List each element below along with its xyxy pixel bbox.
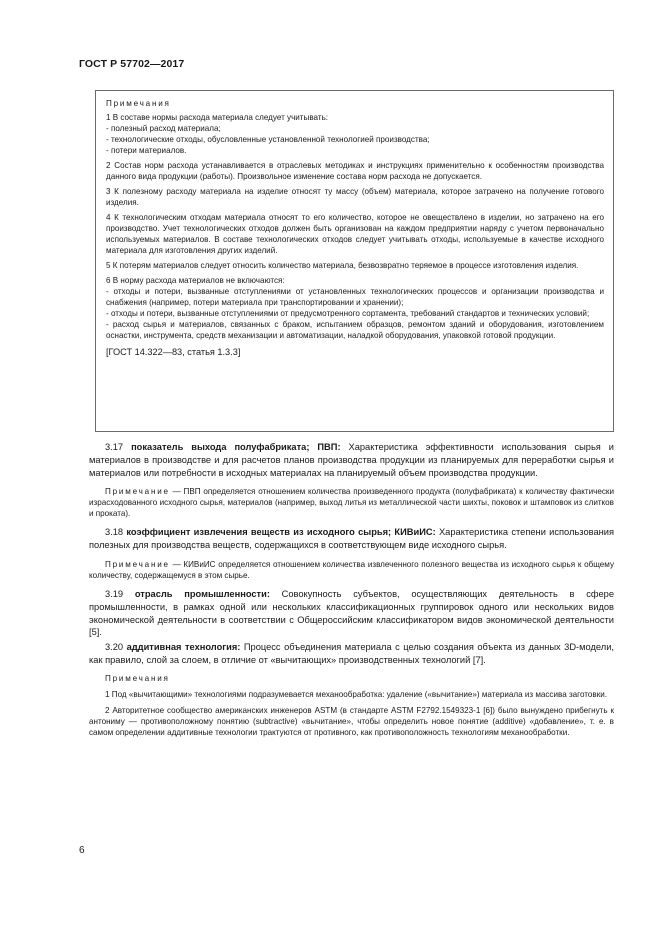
note-paragraph: - расход сырья и материалов, связанных с браком, испытанием образцов, ремонтом зданий и оборудования, изготовлением оснастки, инструмента, средств механизации и автоматизации, наладкой оборудования, упаковкой готовой продукции. bbox=[106, 320, 604, 340]
term-name: коэффициент извлечения веществ из исходного сырья; КИВиИС: bbox=[126, 527, 436, 538]
source-reference: [ГОСТ 14.322—83, статья 1.3.3] bbox=[106, 347, 241, 357]
term-name: показатель выхода полуфабриката; ПВП: bbox=[131, 442, 341, 452]
note-paragraph: - отходы и потери, вызванные отступлениями от установленных технологических процессов и организации производства и снабжения (например, потери материала при транспортировании и хранении); bbox=[106, 287, 604, 307]
notes-box bbox=[95, 90, 614, 432]
note-paragraph: 3 К полезному расходу материала на изделие относят ту массу (объем) материала, которое затрачено на получение готового изделия. bbox=[106, 187, 604, 207]
term-note: 2 Авторитетное сообщество американских инженеров ASTM (в стандарте ASTM F2792.1549323-1 [6]) было вынуждено прибегнуть к антониму — противоположному понятию (subtractive) «вычитание», чтобы определить новое понятие (additive) «добавление», т. е. в самом определении аддитивные технологии трактуются от противного, как противоположность технологиям механообработки. bbox=[89, 705, 614, 737]
term-note: 1 Под «вычитающими» технологиями подразумевается механообработка: удаление («вычитание») материала из массива заготовки. bbox=[105, 689, 607, 699]
note-paragraph: 1 В составе нормы расхода материала следует учитывать: bbox=[106, 113, 329, 122]
terms-section bbox=[89, 441, 614, 738]
term-3-18: 3.18 коэффициент извлечения веществ из исходного сырья; КИВиИС: Характеристика степени использования полезных для производства веществ, содержащихся в соответствующем виде исходного сырья. bbox=[89, 527, 614, 551]
note-paragraph: 6 В норму расхода материалов не включаются: bbox=[106, 276, 285, 285]
note-paragraph: - отходы и потери, вызванные отступлениями от предусмотренного сортамента, требований стандартов и технических условий; bbox=[106, 309, 590, 318]
term-3-19: 3.19 отрасль промышленности: Совокупность субъектов, осуществляющих деятельность в сфере промышленности, в рамках одной или нескольких классификационных группировок одного или нескольких видов экономической деятельности в соответствии с Общероссийским классификатором видов экономической деятельности [5]. bbox=[89, 588, 615, 638]
term-3-17: 3.17 показатель выхода полуфабриката; ПВП: Характеристика эффективности использования сырья и материалов в производстве и для расчетов планов производства продукции из планируемых для переработки сырья и материалов или потребности в исходных материалах на планируемый объем производства продукции. bbox=[89, 442, 614, 478]
term-name: аддитивная технология: bbox=[126, 642, 241, 653]
term-name: отрасль промышленности: bbox=[134, 588, 270, 599]
notes-title: Примечания bbox=[106, 99, 171, 108]
term-notes-title: Примечания bbox=[105, 673, 170, 683]
standard-header: ГОСТ Р 57702—2017 bbox=[79, 58, 185, 70]
term-note: Примечание — КИВиИС определяется отношением количества извлеченного полезного вещества из исходного сырья к общему количеству, содержащемуся в этом сырье. bbox=[89, 559, 614, 580]
note-paragraph: - технологические отходы, обусловленные установленной технологией производства; bbox=[106, 135, 430, 144]
note-paragraph: - потери материалов. bbox=[106, 146, 187, 155]
note-paragraph: 5 К потерям материалов следует относить количество материала, безвозвратно теряемое в процессе изготовления изделия. bbox=[106, 261, 579, 270]
note-paragraph: 2 Состав норм расхода устанавливается в отраслевых методиках и инструкциях применительно к особенностям производства данного вида продукции (работы). Произвольное изменение состава норм расхода не допускается. bbox=[106, 161, 604, 181]
term-note: Примечание — ПВП определяется отношением количества произведенного продукта (полуфабриката) к количеству фактически израсходованного исходного сырья, материалов (например, выход литья из металлической части шихты, поковок и штамповок из слитков и проката). bbox=[89, 487, 614, 519]
note-paragraph: - полезный расход материала; bbox=[106, 124, 221, 133]
note-paragraph: 4 К технологическим отходам материала относят то его количество, которое не овеществлено в изделии, но затрачено на его производство. Учет технологических отходов должен быть организован на каждом предприятии наряду с учетом первоначально используемых материалов. В составе технологических отходов следует учитывать отходы, используемые в качестве исходного материала для изготовления других изделий. bbox=[106, 213, 604, 255]
term-3-20: 3.20 аддитивная технология: Процесс объединения материала с целью создания объекта из данных 3D-модели, как правило, слой за слоем, в отличие от «вычитающих» производственных технологий [7]. bbox=[89, 642, 614, 665]
page-number: 6 bbox=[79, 845, 85, 856]
